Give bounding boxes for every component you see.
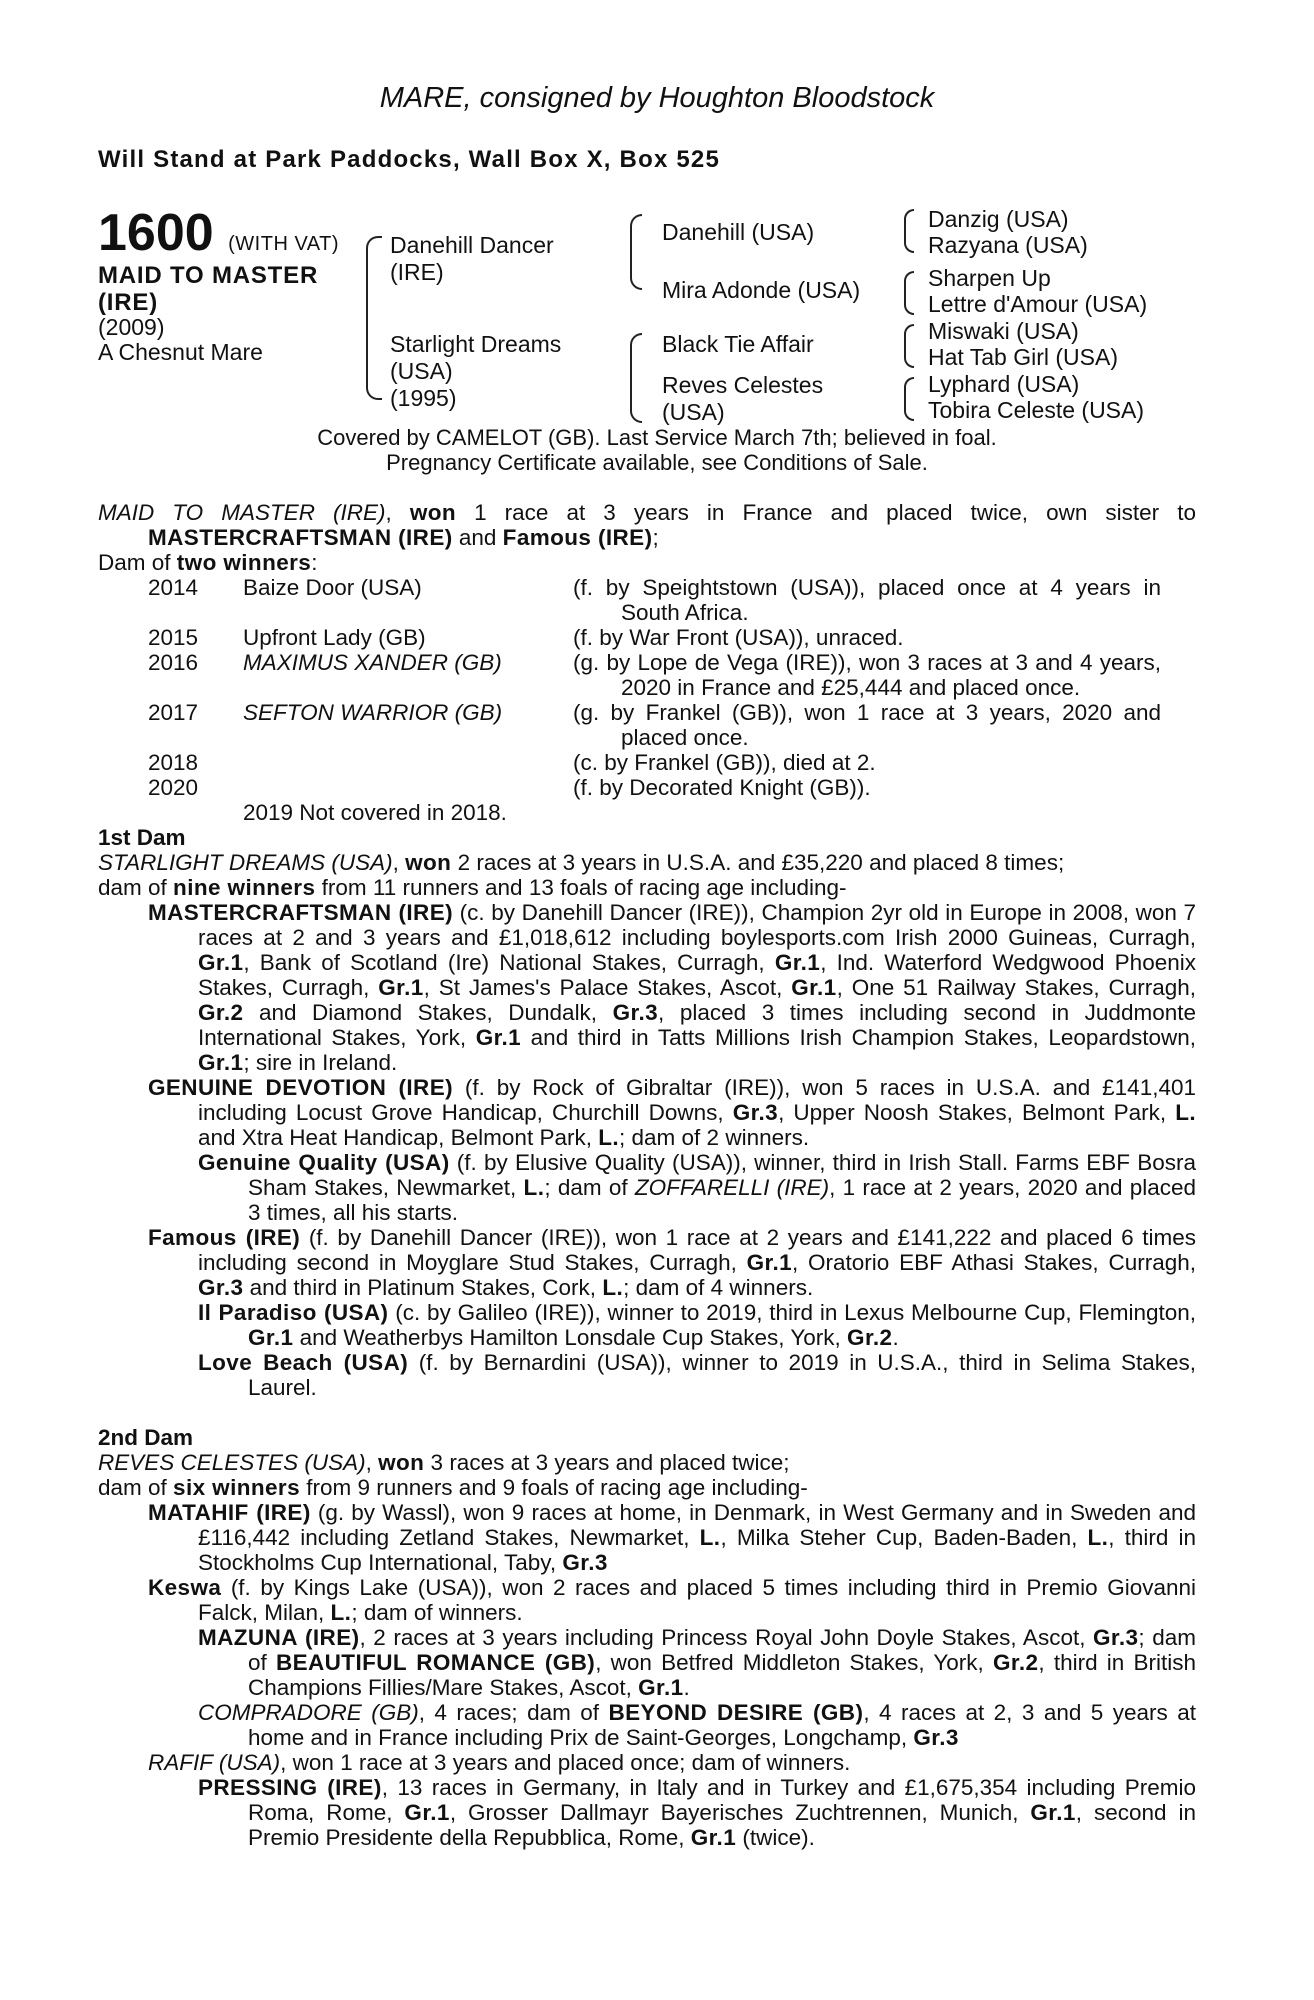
entry-text: (f. by Rock of Gibraltar (IRE)), won 5 races in U.S.A. and £141,401 including Locust Grove Handicap, Churchill Downs, bbox=[198, 1075, 1196, 1125]
first-dam-rest: from 11 runners and 13 foals of racing age including- bbox=[315, 875, 847, 900]
pedigree-dam bbox=[390, 331, 561, 412]
sire-country: (IRE) bbox=[390, 259, 444, 285]
entry-text: (c. by Galileo (IRE)), winner to 2019, third in Lexus Melbourne Cup, Flemington, bbox=[388, 1300, 1196, 1325]
entry-name: Genuine Quality (USA) bbox=[198, 1150, 450, 1175]
grade: Gr.1 bbox=[746, 1250, 793, 1275]
pedigree-dss: Miswaki (USA) bbox=[928, 318, 1079, 344]
progeny-name bbox=[243, 775, 573, 800]
pedigree-brace-3c bbox=[904, 324, 914, 368]
entry-text: , St James's Palace Stakes, Ascot, bbox=[423, 975, 792, 1000]
dam-of-colon: : bbox=[311, 550, 318, 575]
entry-text: . bbox=[892, 1325, 899, 1350]
entry-text: , 2 races at 3 years including Princess Royal John Doyle Stakes, Ascot, bbox=[359, 1625, 1094, 1650]
entry-text: (f. by Danehill Dancer (IRE)), won 1 race at 2 years and £141,222 and placed 6 times including second in Moyglare Stud Stakes, Curragh, bbox=[198, 1225, 1196, 1275]
not-covered-note: 2019 Not covered in 2018. bbox=[243, 800, 507, 825]
entry-name: MATAHIF (IRE) bbox=[148, 1500, 311, 1525]
entry-name: Famous (IRE) bbox=[148, 1225, 301, 1250]
grade: Gr.1 bbox=[198, 950, 244, 975]
entry-text: , 13 races in Germany, in Italy and in Turkey and £1,675,354 including Premio Roma, Rome, bbox=[248, 1775, 1196, 1825]
dam-of-line bbox=[98, 550, 1196, 575]
progeny-row bbox=[148, 700, 1196, 750]
entry-name: Keswa bbox=[148, 1575, 222, 1600]
first-dam-winners: nine winners bbox=[173, 875, 316, 900]
pedigree-brace-2a bbox=[630, 214, 642, 290]
entry-text: , Milka Steher Cup, Baden-Baden, bbox=[720, 1525, 1088, 1550]
grade: L. bbox=[602, 1275, 624, 1300]
entry-il-paradiso bbox=[98, 1300, 1196, 1350]
vat-note: (WITH VAT) bbox=[228, 233, 340, 255]
intro-sibling2: Famous (IRE) bbox=[502, 525, 653, 550]
pedigree-dds: Lyphard (USA) bbox=[928, 371, 1080, 397]
grade: L. bbox=[1087, 1525, 1109, 1550]
grade: Gr.2 bbox=[993, 1650, 1039, 1675]
entry-text: , won 1 race at 3 years and placed once; dam of winners. bbox=[280, 1750, 851, 1775]
catalogue-body bbox=[98, 500, 1196, 1850]
entry-keswa bbox=[98, 1575, 1196, 1625]
grade: L. bbox=[330, 1600, 352, 1625]
stand-location: Will Stand at Park Paddocks, Wall Box X, Box 525 bbox=[98, 146, 720, 173]
entry-text: (c. by Danehill Dancer (IRE)), Champion 2yr old in Europe in 2008, won 7 races at 2 and 3 years and £1,018,612 including boylesports.com Irish 2000 Guineas, Curragh, bbox=[198, 900, 1197, 950]
entry-horse: BEAUTIFUL ROMANCE (GB) bbox=[275, 1650, 596, 1675]
intro-sibling1: MASTERCRAFTSMAN (IRE) bbox=[148, 525, 453, 550]
entry-text: ; dam of 2 winners. bbox=[619, 1125, 810, 1150]
entry-text: ; dam of bbox=[544, 1175, 635, 1200]
intro-sep: , bbox=[385, 500, 410, 525]
section-gap bbox=[98, 1400, 1196, 1425]
intro-record: 1 race at 3 years in France and placed twice, own sister to bbox=[456, 500, 1196, 525]
entry-name: PRESSING (IRE) bbox=[198, 1775, 382, 1800]
horse-description: A Chesnut Mare bbox=[98, 339, 263, 365]
intro-horse: MAID TO MASTER (IRE) bbox=[98, 500, 386, 525]
grade: Gr.3 bbox=[198, 1275, 244, 1300]
entry-text: , Oratorio EBF Athasi Stakes, Curragh, bbox=[792, 1250, 1196, 1275]
progeny-row bbox=[148, 650, 1196, 700]
grade: Gr.1 bbox=[791, 975, 837, 1000]
entry-name: MAZUNA (IRE) bbox=[198, 1625, 360, 1650]
progeny-note: (c. by Frankel (GB)), died at 2. bbox=[573, 750, 876, 775]
pedigree-brace-3d bbox=[904, 377, 914, 421]
grade: L. bbox=[598, 1125, 620, 1150]
horse-name-line2: (IRE) bbox=[98, 289, 158, 316]
grade: Gr.3 bbox=[1093, 1625, 1139, 1650]
horse-name bbox=[98, 262, 318, 316]
grade: Gr.3 bbox=[562, 1550, 608, 1575]
intro-paragraph bbox=[98, 500, 1196, 550]
grade: Gr.1 bbox=[690, 1825, 737, 1850]
pedigree-sire bbox=[390, 232, 554, 286]
pedigree-dd-name: Reves Celestes bbox=[662, 372, 824, 398]
grade: Gr.1 bbox=[198, 1050, 244, 1075]
entry-text: (f. by Elusive Quality (USA)), winner, third in Irish Stall. Farms EBF Bosra Sham Stakes, Newmarket, bbox=[248, 1150, 1197, 1200]
entry-text: , placed 3 times including second in Juddmonte International Stakes, York, bbox=[198, 1000, 1196, 1050]
entry-text: and Diamond Stakes, Dundalk, bbox=[243, 1000, 613, 1025]
dam-of-winners: two winners bbox=[176, 550, 312, 575]
pedigree-ssd: Razyana (USA) bbox=[928, 232, 1088, 258]
grade: Gr.1 bbox=[404, 1800, 450, 1825]
intro-end: ; bbox=[652, 525, 659, 550]
first-dam-of: dam of bbox=[98, 875, 174, 900]
progeny-row bbox=[148, 575, 1196, 625]
entry-horse: ZOFFARELLI (IRE) bbox=[634, 1175, 830, 1200]
pedigree-sss: Danzig (USA) bbox=[928, 206, 1069, 232]
first-dam-won: won bbox=[405, 850, 452, 875]
dam-of-text: Dam of bbox=[98, 550, 177, 575]
covered-line2: Pregnancy Certificate available, see Conditions of Sale. bbox=[386, 450, 928, 475]
pedigree-dd bbox=[662, 372, 823, 426]
progeny-name bbox=[243, 750, 573, 775]
second-dam-heading: 2nd Dam bbox=[98, 1425, 194, 1450]
grade: Gr.3 bbox=[913, 1725, 959, 1750]
progeny-row bbox=[148, 775, 1196, 800]
grade: Gr.3 bbox=[732, 1100, 779, 1125]
second-dam-of: dam of bbox=[98, 1475, 174, 1500]
lot-number-value: 1600 bbox=[98, 204, 214, 262]
second-dam-record: REVES CELESTES (USA), won 3 races at 3 years and placed twice; bbox=[98, 1450, 790, 1475]
pedigree-dsd: Hat Tab Girl (USA) bbox=[928, 344, 1119, 370]
entry-name: RAFIF (USA) bbox=[148, 1750, 281, 1775]
entry-text: , third in Stockholms Cup International, Taby, bbox=[198, 1525, 1197, 1575]
grade: Gr.1 bbox=[774, 950, 821, 975]
pedigree-brace-1 bbox=[366, 236, 382, 400]
grade: Gr.1 bbox=[248, 1325, 294, 1350]
first-dam-produce bbox=[98, 875, 1196, 900]
entry-famous bbox=[98, 1225, 1196, 1300]
grade: Gr.2 bbox=[847, 1325, 893, 1350]
entry-text: . bbox=[683, 1675, 690, 1700]
second-dam-rec: 3 races at 3 years and placed twice; bbox=[424, 1450, 790, 1475]
grade: L. bbox=[1175, 1100, 1196, 1125]
entry-text: (g. by Wassl), won 9 races at home, in Denmark, in West Germany and in Sweden and £116,442 including Zetland Stakes, Newmarket, bbox=[198, 1500, 1196, 1550]
entry-genuine-quality bbox=[98, 1150, 1196, 1225]
entry-text: , second in Premio Presidente della Repubblica, Rome, bbox=[248, 1800, 1196, 1850]
entry-text: ; dam of bbox=[248, 1625, 1196, 1675]
covered-line1: Covered by CAMELOT (GB). Last Service March 7th; believed in foal. bbox=[317, 425, 997, 450]
grade: L. bbox=[699, 1525, 721, 1550]
pedigree-sds: Sharpen Up bbox=[928, 265, 1051, 291]
progeny-name: Baize Door (USA) bbox=[243, 575, 422, 600]
entry-rafif bbox=[98, 1750, 1196, 1775]
grade: Gr.2 bbox=[198, 1000, 244, 1025]
horse-details bbox=[98, 315, 263, 365]
entry-text: , One 51 Railway Stakes, Curragh, bbox=[836, 975, 1196, 1000]
entry-love-beach bbox=[98, 1350, 1196, 1400]
pedigree-brace-3b bbox=[904, 271, 914, 315]
entry-text: (f. by Kings Lake (USA)), won 2 races and placed 5 times including third in Premio Giovanni Falck, Milan, bbox=[198, 1575, 1196, 1625]
grade: Gr.1 bbox=[378, 975, 424, 1000]
progeny-year: 2015 bbox=[148, 625, 199, 650]
progeny-note: (g. by Frankel (GB)), won 1 race at 3 years, 2020 and placed once. bbox=[573, 700, 1161, 750]
entry-text: ; sire in Ireland. bbox=[243, 1050, 398, 1075]
sire-name: Danehill Dancer bbox=[390, 232, 554, 258]
grade: Gr.1 bbox=[638, 1675, 684, 1700]
entry-text: ; dam of 4 winners. bbox=[623, 1275, 814, 1300]
first-dam-heading: 1st Dam bbox=[98, 825, 186, 850]
entry-name: Il Paradiso (USA) bbox=[198, 1300, 389, 1325]
entry-text: , Grosser Dallmayr Bayerisches Zuchtrennen, Munich, bbox=[449, 1800, 1031, 1825]
intro-won: won bbox=[409, 500, 457, 525]
entry-text: and third in Tatts Millions Irish Champion Stakes, Leopardstown, bbox=[521, 1025, 1196, 1050]
pedigree-sdd: Lettre d'Amour (USA) bbox=[928, 291, 1148, 317]
entry-text: , 4 races; dam of bbox=[418, 1700, 609, 1725]
entry-name: MASTERCRAFTSMAN (IRE) bbox=[148, 900, 453, 925]
entry-text: ; dam of winners. bbox=[351, 1600, 523, 1625]
pedigree-dd-country: (USA) bbox=[662, 399, 725, 425]
second-dam-won: won bbox=[378, 1450, 425, 1475]
progeny-name: SEFTON WARRIOR (GB) bbox=[243, 700, 503, 725]
progeny-year: 2020 bbox=[148, 775, 199, 800]
entry-name: GENUINE DEVOTION (IRE) bbox=[148, 1075, 454, 1100]
progeny-year: 2018 bbox=[148, 750, 199, 775]
pedigree-brace-3a bbox=[904, 209, 914, 253]
progeny-year: 2017 bbox=[148, 700, 199, 725]
entry-text: , Upper Noosh Stakes, Belmont Park, bbox=[778, 1100, 1176, 1125]
progeny-note: (f. by Speightstown (USA)), placed once at 4 years in South Africa. bbox=[573, 575, 1161, 625]
second-dam-winners: six winners bbox=[173, 1475, 300, 1500]
second-dam-name: REVES CELESTES (USA) bbox=[98, 1450, 366, 1475]
pedigree-ss: Danehill (USA) bbox=[662, 219, 815, 245]
entry-text: and third in Platinum Stakes, Cork, bbox=[243, 1275, 603, 1300]
dam-name: Starlight Dreams bbox=[390, 331, 562, 357]
covered-note bbox=[0, 425, 1314, 475]
entry-matahif bbox=[98, 1500, 1196, 1575]
dam-year: (1995) bbox=[390, 385, 457, 411]
entry-name: Love Beach (USA) bbox=[198, 1350, 409, 1375]
pedigree-sd: Mira Adonde (USA) bbox=[662, 277, 861, 303]
entry-text: , Ind. Waterford Wedgwood Phoenix Stakes, Curragh, bbox=[198, 950, 1196, 1000]
entry-pressing bbox=[98, 1775, 1196, 1850]
entry-name: COMPRADORE (GB) bbox=[198, 1700, 419, 1725]
progeny-note: (f. by Decorated Knight (GB)). bbox=[573, 775, 871, 800]
entry-text: (f. by Bernardini (USA)), winner to 2019 in U.S.A., third in Selima Stakes, Laurel. bbox=[248, 1350, 1196, 1400]
pedigree-ds: Black Tie Affair bbox=[662, 331, 814, 357]
entry-compradore bbox=[98, 1700, 1196, 1750]
progeny-name: Upfront Lady (GB) bbox=[243, 625, 426, 650]
pedigree-brace-2b bbox=[630, 333, 642, 423]
progeny-row bbox=[148, 750, 1196, 775]
grade: Gr.3 bbox=[612, 1000, 659, 1025]
entry-genuine-devotion bbox=[98, 1075, 1196, 1150]
horse-year: (2009) bbox=[98, 314, 165, 340]
horse-name-line1: MAID TO MASTER bbox=[98, 262, 319, 289]
second-dam-rest: from 9 runners and 9 foals of racing age including- bbox=[300, 1475, 808, 1500]
entry-text: and Xtra Heat Handicap, Belmont Park, bbox=[198, 1125, 599, 1150]
first-dam-name: STARLIGHT DREAMS (USA) bbox=[98, 850, 393, 875]
entry-text: and Weatherbys Hamilton Lonsdale Cup Stakes, York, bbox=[293, 1325, 848, 1350]
intro-and: and bbox=[452, 525, 503, 550]
grade: L. bbox=[523, 1175, 545, 1200]
first-dam-rec: 2 races at 3 years in U.S.A. and £35,220 and placed 8 times; bbox=[451, 850, 1065, 875]
progeny-year: 2016 bbox=[148, 650, 199, 675]
entry-horse: BEYOND DESIRE (GB) bbox=[608, 1700, 864, 1725]
dam-country: (USA) bbox=[390, 358, 453, 384]
entry-text: (twice). bbox=[736, 1825, 815, 1850]
grade: Gr.1 bbox=[1030, 1800, 1076, 1825]
catalogue-title: MARE, consigned by Houghton Bloodstock bbox=[379, 82, 935, 114]
entry-text: , third in British Champions Fillies/Mare Stakes, Ascot, bbox=[248, 1650, 1196, 1700]
progeny-note: (g. by Lope de Vega (IRE)), won 3 races at 3 and 4 years, 2020 in France and £25,444 and placed once. bbox=[573, 650, 1161, 700]
second-dam-produce bbox=[98, 1475, 1196, 1500]
pedigree-ddd: Tobira Celeste (USA) bbox=[928, 397, 1145, 423]
entry-text: , won Betfred Middleton Stakes, York, bbox=[595, 1650, 993, 1675]
entry-text: , 1 race at 2 years, 2020 and placed 3 times, all his starts. bbox=[248, 1175, 1197, 1225]
progeny-row bbox=[148, 625, 1196, 650]
entry-mazuna bbox=[98, 1625, 1196, 1700]
progeny-name: MAXIMUS XANDER (GB) bbox=[243, 650, 502, 675]
first-dam-record: STARLIGHT DREAMS (USA), won 2 races at 3 years in U.S.A. and £35,220 and placed 8 times; bbox=[98, 850, 1065, 875]
progeny-list bbox=[98, 575, 1196, 825]
entry-text: , 4 races at 2, 3 and 5 years at home and in France including Prix de Saint-Georges, Longchamp, bbox=[248, 1700, 1196, 1750]
progeny-year: 2014 bbox=[148, 575, 199, 600]
entry-mastercraftsman bbox=[98, 900, 1196, 1075]
entry-text: , Bank of Scotland (Ire) National Stakes, Curragh, bbox=[243, 950, 775, 975]
progeny-note: (f. by War Front (USA)), unraced. bbox=[573, 625, 904, 650]
grade: Gr.1 bbox=[475, 1025, 522, 1050]
